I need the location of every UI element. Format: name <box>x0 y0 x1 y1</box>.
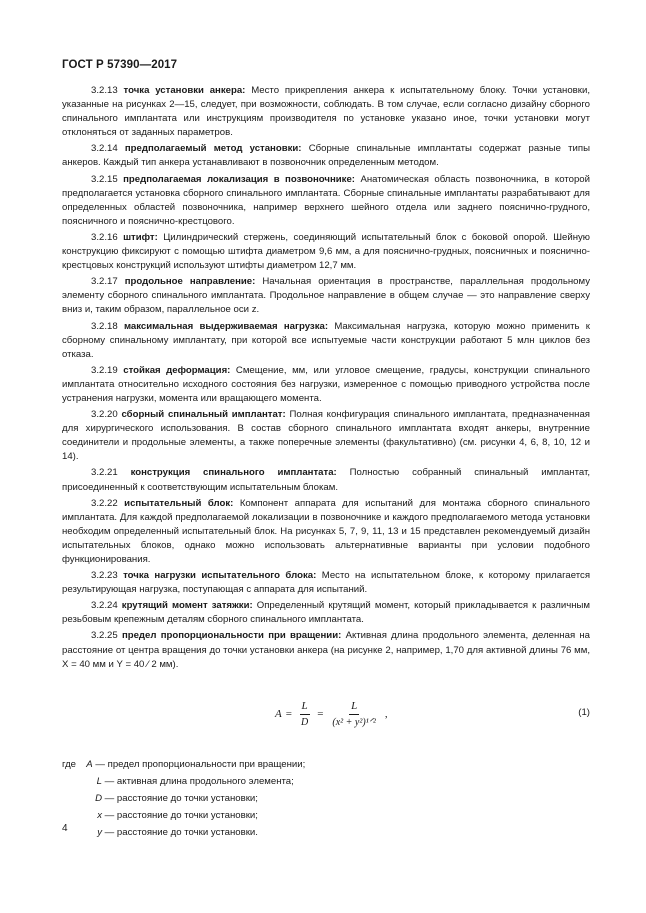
formula-lhs: A <box>275 708 282 721</box>
definition-text: Начальная ориентация в пространстве, параллельная продольному элементу сборного спинального имплантата. Продольное направление в общем случае — это направление сверху вниз и, таким образом, параллельное оси z. <box>62 276 591 316</box>
definition-number: 3.2.20 <box>91 409 118 421</box>
where-item-1 <box>62 773 590 790</box>
definition-number: 3.2.18 <box>91 320 118 332</box>
definition-term: предел пропорциональности при вращении: <box>121 630 342 642</box>
definition-number: 3.2.17 <box>91 276 118 288</box>
definition-paragraph <box>62 497 590 567</box>
definition-term: точка установки анкера: <box>123 85 246 96</box>
where-item-3 <box>62 807 590 824</box>
definition-number: 3.2.13 <box>91 85 118 96</box>
definition-number: 3.2.19 <box>91 364 118 376</box>
document-header: ГОСТ Р 57390—2017 <box>62 59 178 71</box>
definition-term: точка нагрузки испытательного блока: <box>123 570 317 582</box>
definition-paragraph <box>62 275 590 317</box>
definition-paragraph <box>62 629 590 671</box>
where-item-2 <box>62 790 590 807</box>
where-symbol: L <box>96 775 102 787</box>
definition-paragraph <box>62 569 590 597</box>
formula-comma: , <box>384 708 388 721</box>
definition-text: Компонент аппарата для испытаний для монтажа сборного спинального имплантата. Для каждой предполагаемой локализации в позвоночнике и каждого предполагаемого метода установки необходим определенный испытательный блок. На рисунках 5, 7, 9, 11, 13 и 15 представлен рекомендуемый дизайн испытательных блоков, однако можно использовать альтернативные варианты при условии подобного функционирования. <box>62 497 590 565</box>
formula-block <box>62 694 590 742</box>
definition-term: конструкция спинального имплантата: <box>130 467 337 479</box>
definition-term: испытательный блок: <box>124 497 234 509</box>
where-description: — расстояние до точки установки; <box>104 809 258 821</box>
definition-number: 3.2.16 <box>91 231 118 243</box>
definition-number: 3.2.23 <box>91 570 118 582</box>
definitions-list <box>62 84 590 672</box>
definition-term: штифт: <box>123 231 158 243</box>
definition-term: сборный спинальный имплантат: <box>121 409 286 421</box>
definition-number: 3.2.14 <box>91 143 118 155</box>
definition-text: Максимальная нагрузка, которую можно применить к сборному спинальному имплантату, при которой все испытуемые части конструкции работают 5 млн циклов без отказа. <box>62 320 591 360</box>
definition-text: Место прикрепления анкера к испытательному блоку. Точки установки, указанные на рисунках 2—15, следует, при возможности, соблюдать. В том случае, если согласно дизайну сборного спинального имплантата или инструкциям производителя по установке указано иное, точки установки могут отклоняться от заданных параметров. <box>62 85 591 139</box>
definition-paragraph <box>62 320 590 362</box>
definition-text: Определенный крутящий момент, который прикладывается к различным резьбовым крепежным деталям сборного спинального имплантата. <box>62 600 590 626</box>
definition-paragraph <box>62 142 590 170</box>
definition-paragraph <box>62 173 590 229</box>
formula-number: (1) <box>578 706 590 718</box>
where-symbol: y <box>97 826 102 838</box>
definition-text: Активная длина продольного элемента, деленная на расстояние от центра вращения до точки установки анкера (на рисунке 2, например, 1,70 для активной длины 76 мм, X = 40 мм и Y = 40 ⁄ 2 мм). <box>62 630 591 670</box>
definition-number: 3.2.25 <box>91 630 118 642</box>
where-item-0 <box>62 756 590 773</box>
formula-equals-2: = <box>317 708 324 721</box>
where-symbol: A <box>86 758 93 770</box>
where-symbol: D <box>95 792 102 804</box>
definition-paragraph <box>62 466 590 494</box>
definition-text: Полностью собранный спинальный имплантат, присоединенный к соответствующим испытательным блокам. <box>62 467 591 493</box>
definition-number: 3.2.24 <box>91 600 118 612</box>
where-lead: где <box>62 758 77 770</box>
fraction-2-denominator: (x² + y²)¹ᐟ² <box>332 716 376 728</box>
definition-paragraph <box>62 408 590 464</box>
where-item-4 <box>62 824 590 841</box>
where-list <box>62 756 590 841</box>
definition-text: Анатомическая область позвоночника, в которой предполагается установка сборного спинального имплантата. Сборные спинальные имплантаты разрабатывают для определенных областей позвоночника, например верхнего шейного отдела или заднего пояснично-грудного, поясничного и пояснично-крестцового. <box>62 173 591 227</box>
fraction-1-denominator: D <box>300 716 309 728</box>
document-body <box>62 84 590 841</box>
where-description: — активная длина продольного элемента; <box>104 775 294 787</box>
definition-number: 3.2.21 <box>91 467 118 479</box>
definition-text: Полная конфигурация спинального имплантата, предназначенная для хирургического использования. В состав сборного спинального имплантата входят анкеры, внутренние соединители и продольные элементы, а также поперечные элементы (факультативно) (см. рисунки 4, 6, 8, 10, 12 и 14). <box>62 409 590 463</box>
definition-term: максимальная выдерживаемая нагрузка: <box>123 320 329 332</box>
fraction-1-numerator: L <box>300 700 310 715</box>
definition-paragraph <box>62 599 590 627</box>
definition-text: Сборные спинальные имплантаты содержат разные типы анкеров. Каждый тип анкера устанавливают в позвоночник определенным методом. <box>62 143 590 169</box>
formula <box>275 700 388 729</box>
fraction-2-numerator: L <box>349 700 359 715</box>
definition-number: 3.2.15 <box>91 173 118 185</box>
definition-text: Смещение, мм, или угловое смещение, градусы, конструкции спинального имплантата относительно исходного состояния без нагрузки, измеренное с помощью приводного устройства после устранения нагрузки, момента или вращающего момента. <box>62 364 591 404</box>
definition-paragraph <box>62 84 590 140</box>
page-number: 4 <box>62 823 68 834</box>
definition-paragraph <box>62 364 590 406</box>
definition-term: предполагаемый метод установки: <box>124 143 302 155</box>
where-description: — предел пропорциональности при вращении; <box>95 758 306 770</box>
definition-number: 3.2.22 <box>91 497 118 509</box>
definition-term: продольное направление: <box>124 276 256 288</box>
definition-term: стойкая деформация: <box>123 364 231 376</box>
formula-fraction-1 <box>299 700 310 729</box>
formula-fraction-2 <box>330 700 378 729</box>
definition-paragraph <box>62 231 590 273</box>
definition-term: предполагаемая локализация в позвоночнике: <box>123 173 355 185</box>
definition-term: крутящий момент затяжки: <box>121 600 253 612</box>
formula-equals-1: = <box>285 708 292 721</box>
definition-text: Место на испытательном блоке, к которому прилагается результирующая нагрузка, поступающая с аппарата для испытаний. <box>62 570 591 596</box>
where-symbol: x <box>97 809 102 821</box>
definition-text: Цилиндрический стержень, соединяющий испытательный блок с боковой опорой. Шейную конструкцию фиксируют с помощью штифта диаметром 9,6 мм, а для пояснично-грудных, поясничных и пояснично-крестцовых конструкций используют штифты диаметром 12,7 мм. <box>62 231 590 272</box>
where-description: — расстояние до точки установки. <box>104 826 258 838</box>
where-description: — расстояние до точки установки; <box>104 792 258 804</box>
